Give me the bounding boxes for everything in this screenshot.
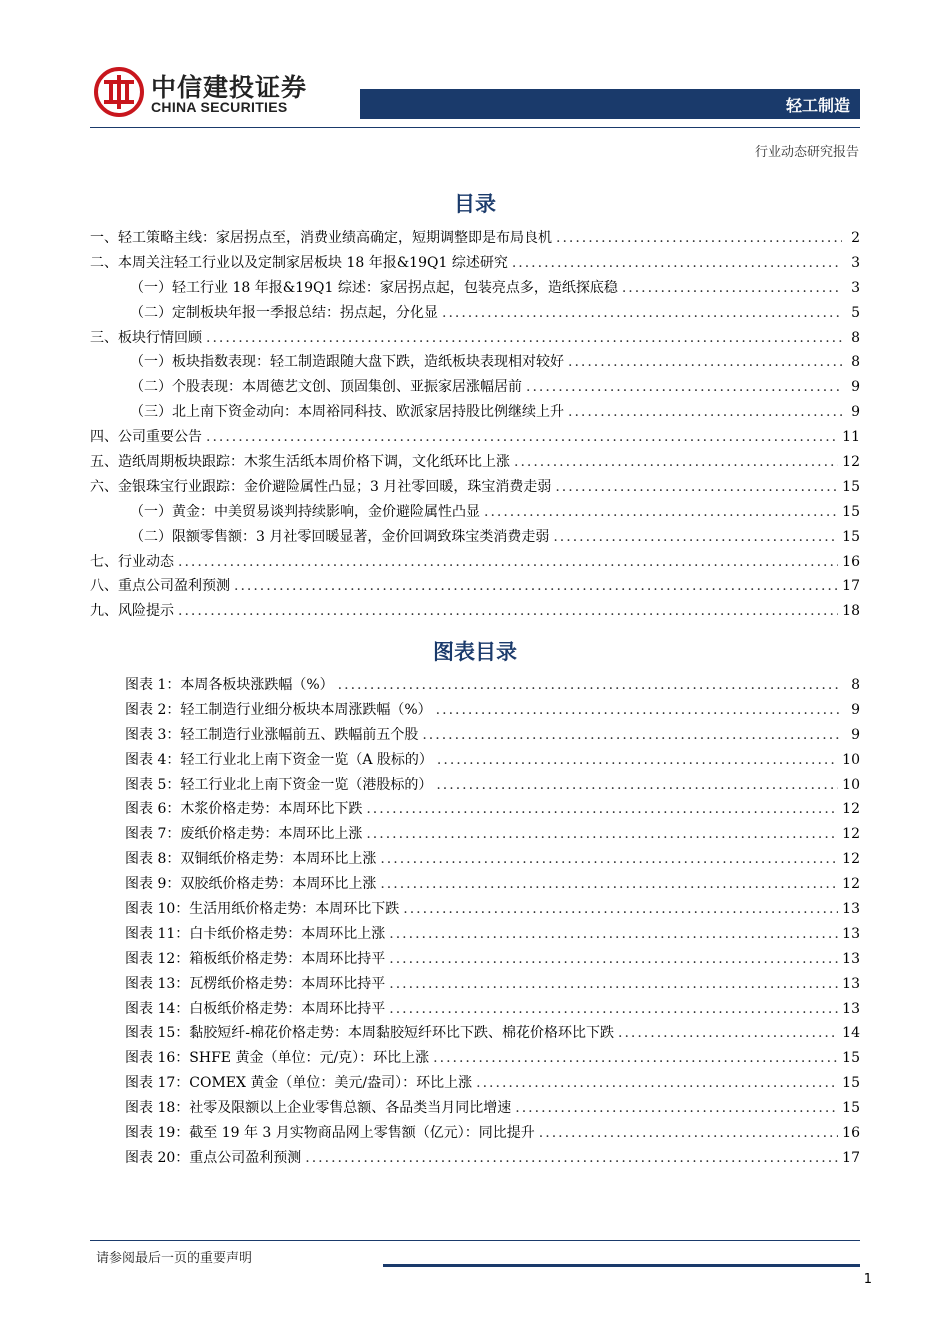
dot-leader (514, 454, 838, 470)
toc-entry-text: 二、本周关注轻工行业以及定制家居板块 18 年报&19Q1 综述研究 (90, 254, 508, 271)
toc-entry[interactable] (90, 376, 860, 401)
figure-entry-page: 15 (842, 1075, 860, 1092)
toc-entry-text: （二）个股表现：本周德艺文创、顶固集创、亚振家居涨幅居前 (130, 379, 522, 396)
figure-entry[interactable] (125, 923, 860, 948)
figure-entry-page: 13 (842, 901, 860, 918)
toc-entry-text: 四、公司重要公告 (90, 429, 202, 446)
figure-entry-page: 12 (842, 851, 860, 868)
toc-entry[interactable] (90, 401, 860, 426)
figure-entry[interactable] (125, 1047, 860, 1072)
figure-entry-text: 图表 10：生活用纸价格走势：本周环比下跌 (125, 901, 400, 918)
brand-name-en: CHINA SECURITIES (151, 99, 288, 115)
report-type: 行业动态研究报告 (754, 145, 859, 160)
figure-entry-text: 图表 16：SHFE 黄金（单位：元/克）：环比上涨 (125, 1050, 430, 1067)
toc-entry[interactable] (90, 526, 860, 551)
toc-entry-page: 8 (851, 329, 860, 346)
toc-entry-text: 七、行业动态 (90, 553, 174, 570)
figure-entry-text: 图表 8：双铜纸价格走势：本周环比上涨 (125, 851, 377, 868)
figure-entry-page: 17 (842, 1149, 860, 1166)
figure-entry-text: 图表 4：轻工行业北上南下资金一览（A 股标的） (125, 751, 433, 768)
dot-leader (389, 926, 838, 942)
figure-entry-text: 图表 14：白板纸价格走势：本周环比持平 (125, 1000, 386, 1017)
figure-entry-page: 16 (842, 1125, 860, 1142)
dot-leader (539, 1125, 838, 1141)
dot-leader (476, 1075, 838, 1091)
citic-logo-icon (93, 66, 145, 118)
figure-entry[interactable] (125, 749, 860, 774)
toc-entry-text: 九、风险提示 (90, 603, 174, 620)
figure-entry-page: 9 (851, 726, 860, 743)
toc-entry[interactable] (90, 501, 860, 526)
toc-entry-page: 3 (851, 279, 860, 296)
toc-entry-text: 三、板块行情回顾 (90, 329, 202, 346)
figure-entry-text: 图表 1：本周各板块涨跌幅（%） (125, 677, 334, 693)
figure-entry[interactable] (125, 674, 860, 699)
footer-accent-bar (383, 1264, 860, 1267)
toc-entry-text: 五、造纸周期板块跟踪：木浆生活纸本周价格下调，文化纸环比上涨 (90, 454, 510, 471)
dot-leader (389, 1001, 838, 1017)
dot-leader (403, 901, 838, 917)
dot-leader (568, 404, 842, 420)
dot-leader (556, 230, 842, 246)
figure-entry-text: 图表 18：社零及限额以上企业零售总额、各品类当月同比增速 (125, 1100, 512, 1117)
figure-entry-text: 图表 6：木浆价格走势：本周环比下跌 (125, 801, 363, 818)
figures-title: 图表目录 (433, 640, 517, 664)
figure-entry-page: 10 (842, 751, 860, 768)
figure-entry-page: 9 (851, 701, 860, 718)
figure-entry[interactable] (125, 1097, 860, 1122)
company-logo (93, 66, 323, 126)
figure-entry-text: 图表 12：箱板纸价格走势：本周环比持平 (125, 950, 386, 967)
figure-entry[interactable] (125, 873, 860, 898)
figure-entry[interactable] (125, 774, 860, 799)
toc-entry-page: 16 (842, 553, 860, 570)
footer-divider (90, 1240, 860, 1241)
dot-leader (380, 876, 838, 892)
toc-entry[interactable] (90, 227, 860, 252)
figure-entry-page: 13 (842, 925, 860, 942)
dot-leader (442, 305, 842, 321)
dot-leader (526, 379, 842, 395)
dot-leader (305, 1150, 838, 1166)
toc-entry-page: 9 (851, 404, 860, 421)
figure-entry[interactable] (125, 798, 860, 823)
toc-entry[interactable] (90, 575, 860, 600)
toc-entry-text: （二）限额零售额：3 月社零回暖显著，金价回调致珠宝类消费走弱 (130, 528, 550, 545)
dot-leader (366, 826, 838, 842)
toc-entry-page: 15 (842, 503, 860, 520)
toc-entry[interactable] (90, 426, 860, 451)
figure-entry-text: 图表 5：轻工行业北上南下资金一览（港股标的） (125, 776, 433, 793)
toc-entry[interactable] (90, 302, 860, 327)
figure-entry-page: 13 (842, 975, 860, 992)
figure-entry-text: 图表 3：轻工制造行业涨幅前五、跌幅前五个股 (125, 726, 419, 743)
dot-leader (568, 354, 842, 370)
dot-leader (206, 330, 842, 346)
figure-entry[interactable] (125, 823, 860, 848)
toc-entry[interactable] (90, 327, 860, 352)
toc-entry-page: 5 (851, 304, 860, 321)
figure-entry[interactable] (125, 1147, 860, 1172)
toc-title: 目录 (454, 192, 496, 216)
toc-entry-page: 18 (842, 603, 860, 620)
figure-entry-text: 图表 15：黏胶短纤-棉花价格走势：本周黏胶短纤环比下跌、棉花价格环比下跌 (125, 1025, 614, 1042)
dot-leader (206, 429, 838, 445)
toc-entry-page: 11 (842, 429, 860, 446)
dot-leader (380, 851, 838, 867)
toc-entry-page: 15 (842, 478, 860, 495)
figure-entry-text: 图表 19：截至 19 年 3 月实物商品网上零售额（亿元）：同比提升 (125, 1125, 535, 1142)
toc-entry-page: 12 (842, 454, 860, 471)
figure-entry-text: 图表 20：重点公司盈利预测 (125, 1149, 302, 1166)
toc-entry-text: （一）板块指数表现：轻工制造跟随大盘下跌，造纸板块表现相对较好 (130, 354, 564, 371)
figure-entry-page: 8 (851, 677, 860, 693)
dot-leader (422, 727, 842, 743)
figure-entry-page: 15 (842, 1050, 860, 1067)
dot-leader (366, 801, 838, 817)
page-number: 1 (863, 1272, 872, 1287)
figure-entry-text: 图表 2：轻工制造行业细分板块本周涨跌幅（%） (125, 701, 432, 718)
toc-entry-page: 2 (851, 230, 860, 246)
figure-entry-text: 图表 11：白卡纸价格走势：本周环比上涨 (125, 925, 386, 942)
dot-leader (515, 1100, 838, 1116)
figure-entry-text: 图表 13：瓦楞纸价格走势：本周环比持平 (125, 975, 386, 992)
dot-leader (178, 554, 838, 570)
dot-leader (622, 280, 842, 296)
toc-entry-text: （三）北上南下资金动向：本周裕同科技、欧派家居持股比例继续上升 (130, 404, 564, 421)
dot-leader (555, 479, 838, 495)
figure-entry-page: 12 (842, 826, 860, 843)
figure-entry[interactable] (125, 699, 860, 724)
dot-leader (389, 951, 838, 967)
toc-entry-page: 17 (842, 578, 860, 595)
dot-leader (338, 677, 842, 693)
toc-entry[interactable] (90, 351, 860, 376)
figure-entry-page: 12 (842, 801, 860, 818)
figure-entry-page: 14 (842, 1025, 860, 1042)
toc-entry-text: 一、轻工策略主线：家居拐点至，消费业绩高确定，短期调整即是布局良机 (90, 230, 552, 246)
dot-leader (437, 752, 838, 768)
dot-leader (433, 1050, 838, 1066)
figure-entry[interactable] (125, 1072, 860, 1097)
figure-entry-page: 13 (842, 950, 860, 967)
figure-entry-text: 图表 7：废纸价格走势：本周环比上涨 (125, 826, 363, 843)
figure-entry-text: 图表 17：COMEX 黄金（单位：美元/盎司）：环比上涨 (125, 1075, 473, 1092)
figures-list (125, 674, 860, 1172)
toc-entry[interactable] (90, 277, 860, 302)
toc-entry-page: 9 (851, 379, 860, 396)
toc-entry[interactable] (90, 551, 860, 576)
figure-entry[interactable] (125, 1122, 860, 1147)
toc-entry[interactable] (90, 451, 860, 476)
figure-entry-text: 图表 9：双胶纸价格走势：本周环比上涨 (125, 876, 377, 893)
figure-entry-page: 10 (842, 776, 860, 793)
toc-entry-text: （一）黄金：中美贸易谈判持续影响，金价避险属性凸显 (130, 503, 480, 520)
figure-entry-page: 12 (842, 876, 860, 893)
dot-leader (512, 255, 842, 271)
figure-entry[interactable] (125, 848, 860, 873)
figure-entry[interactable] (125, 973, 860, 998)
figure-entry[interactable] (125, 1022, 860, 1047)
brand-name-cn: 中信建投证券 (151, 73, 308, 102)
toc-entry-text: 八、重点公司盈利预测 (90, 578, 230, 595)
dot-leader (618, 1025, 838, 1041)
footer-disclaimer: 请参阅最后一页的重要声明 (96, 1251, 253, 1266)
figure-entry[interactable] (125, 998, 860, 1023)
header-divider (90, 127, 860, 128)
dot-leader (553, 529, 838, 545)
toc-entry[interactable] (90, 252, 860, 277)
toc-entry-page: 3 (851, 254, 860, 271)
toc-list (90, 227, 860, 625)
figure-entry[interactable] (125, 948, 860, 973)
toc-entry-text: （一）轻工行业 18 年报&19Q1 综述：家居拐点起，包装亮点多，造纸探底稳 (130, 279, 618, 296)
dot-leader (234, 578, 838, 594)
toc-entry-page: 8 (851, 354, 860, 371)
dot-leader (436, 777, 838, 793)
toc-entry-page: 15 (842, 528, 860, 545)
toc-entry[interactable] (90, 476, 860, 501)
dot-leader (178, 603, 838, 619)
figure-entry[interactable] (125, 898, 860, 923)
figure-entry-page: 13 (842, 1000, 860, 1017)
dot-leader (484, 504, 838, 520)
industry-banner: 轻工制造 (360, 89, 860, 119)
dot-leader (389, 976, 838, 992)
toc-entry-text: 六、金银珠宝行业跟踪：金价避险属性凸显；3 月社零回暖，珠宝消费走弱 (90, 478, 552, 495)
dot-leader (436, 702, 842, 718)
toc-entry[interactable] (90, 600, 860, 625)
toc-entry-text: （二）定制板块年报一季报总结：拐点起，分化显 (130, 304, 438, 321)
figure-entry-page: 15 (842, 1100, 860, 1117)
figure-entry[interactable] (125, 724, 860, 749)
